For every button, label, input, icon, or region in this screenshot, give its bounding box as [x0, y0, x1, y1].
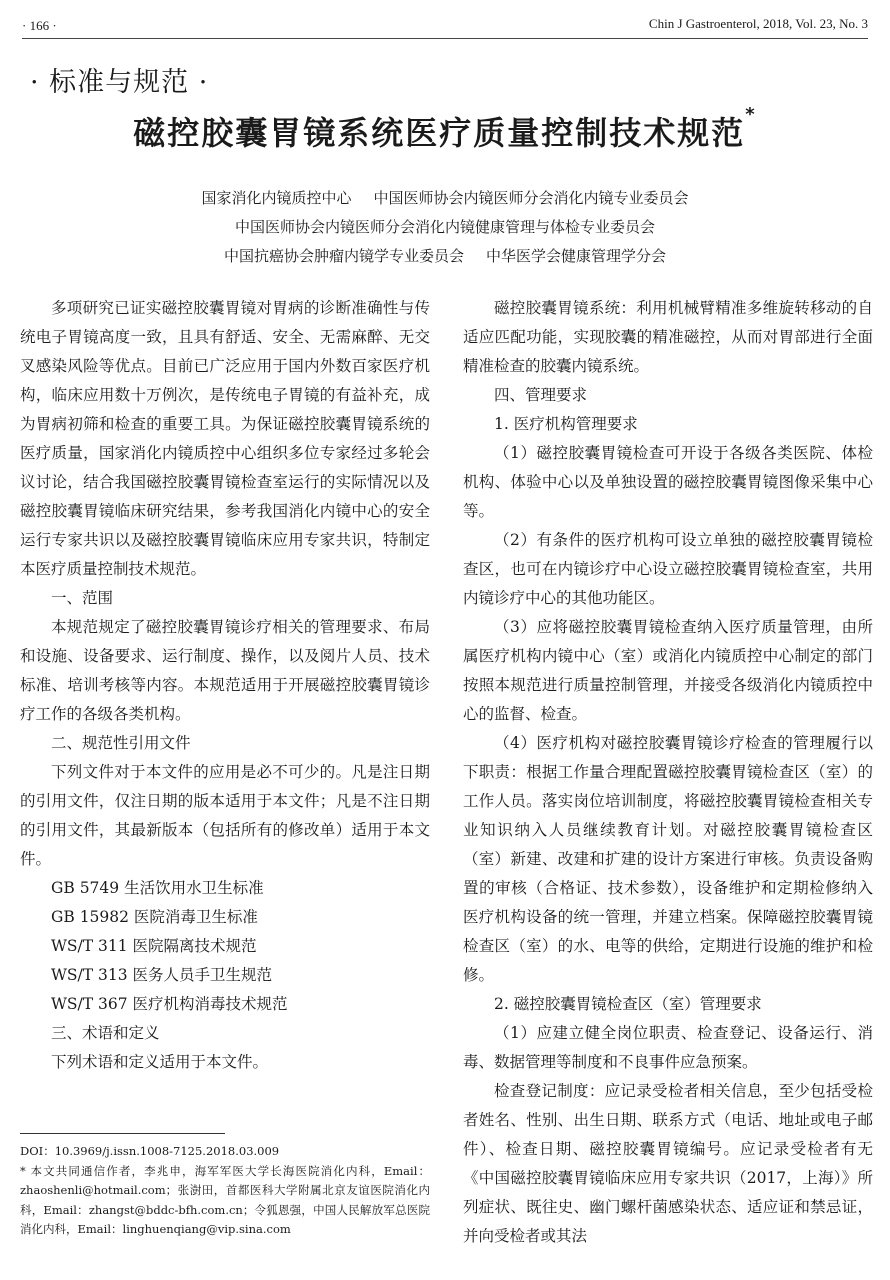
column-label: · 标准与规范 ·: [30, 67, 209, 98]
org-name: 国家消化内镜质控中心: [201, 189, 352, 207]
subsection-heading: 2. 磁控胶囊胃镜检查区（室）管理要求: [494, 995, 762, 1013]
title-text: 磁控胶囊胃镜系统医疗质量控制技术规范: [133, 114, 746, 152]
reference-item: WS/T 313 医务人员手卫生规范: [51, 966, 273, 984]
body-paragraph: 下列文件对于本文件的应用是必不可少的。凡是注日期的引用文件，仅注日期的版本适用于本文件；凡是不注日期的引用文件，其最新版本（包括所有的修改单）适用于本文件。: [20, 763, 430, 868]
title-footnote-mark: *: [745, 104, 757, 125]
left-column: [20, 294, 430, 1077]
footnotes: [20, 1142, 430, 1240]
page-number: · 166 ·: [22, 18, 57, 33]
section-heading: 四、管理要求: [494, 386, 588, 404]
body-paragraph: 下列术语和定义适用于本文件。: [51, 1053, 269, 1071]
author-organizations: [0, 184, 890, 271]
body-paragraph: （3）应将磁控胶囊胃镜检查纳入医疗质量管理，由所属医疗机构内镜中心（室）或消化内镜质控中心制定的部门按照本规范进行质量控制管理，并接受各级消化内镜质控中心的监督、检查。: [463, 618, 873, 723]
org-name: 中国医师协会内镜医师分会消化内镜健康管理与体检专业委员会: [234, 218, 655, 236]
org-line: [0, 184, 890, 213]
body-paragraph: 本规范规定了磁控胶囊胃镜诊疗相关的管理要求、布局和设施、设备要求、运行制度、操作，以及阅片人员、技术标准、培训考核等内容。本规范适用于开展磁控胶囊胃镜诊疗工作的各级各类机构。: [20, 618, 430, 723]
org-name: 中国医师协会内镜医师分会消化内镜专业委员会: [373, 189, 689, 207]
correspondence-note: * 本文共同通信作者，李兆申，海军军医大学长海医院消化内科，Email：zhaoshenli@hotmail.com；张澍田，首都医科大学附属北京友谊医院消化内科，Email：zhangst@bddc-bfh.com.cn；令狐恩强，中国人民解放军总医院消化内科，Email：linghuenqiang@vip.sina.com: [20, 1163, 430, 1236]
section-heading: 三、术语和定义: [51, 1024, 160, 1042]
reference-item: WS/T 311 医院隔离技术规范: [51, 937, 257, 955]
body-paragraph: （4）医疗机构对磁控胶囊胃镜诊疗检查的管理履行以下职责：根据工作量合理配置磁控胶囊胃镜检查区（室）的工作人员。落实岗位培训制度，将磁控胶囊胃镜检查相关专业知识纳入人员继续教育计划。对磁控胶囊胃镜检查区（室）新建、改建和扩建的设计方案进行审核。负责设备购置的审核（合格证、技术参数），设备维护和定期检修纳入医疗机构设备的统一管理，并建立档案。保障磁控胶囊胃镜检查区（室）的水、电等的供给，定期进行设施的维护和检修。: [463, 734, 873, 984]
reference-item: GB 5749 生活饮用水卫生标准: [51, 879, 264, 897]
footnote-rule: [20, 1133, 225, 1134]
org-name: 中国抗癌协会肿瘤内镜学专业委员会: [223, 247, 464, 265]
journal-citation: Chin J Gastroenterol, 2018, Vol. 23, No. 3: [648, 16, 868, 31]
doi-line: DOI：10.3969/j.issn.1008-7125.2018.03.009: [20, 1144, 280, 1158]
section-heading: 一、范围: [51, 589, 114, 607]
right-column: [463, 294, 873, 1251]
body-paragraph: 检查登记制度：应记录受检者相关信息，至少包括受检者姓名、性别、出生日期、联系方式（电话、地址或电子邮件）、检查日期、磁控胶囊胃镜编号。应记录受检者有无《中国磁控胶囊胃镜临床应用专家共识（2017，上海）》所列症状、既往史、幽门螺杆菌感染状态、适应证和禁忌证，并向受检者或其法: [463, 1082, 873, 1245]
header-rule: [22, 38, 868, 39]
reference-item: WS/T 367 医疗机构消毒技术规范: [51, 995, 288, 1013]
body-paragraph: （1）磁控胶囊胃镜检查可开设于各级各类医院、体检机构、体验中心以及单独设置的磁控胶囊胃镜图像采集中心等。: [463, 444, 873, 520]
article-title: [0, 104, 890, 154]
section-heading: 二、规范性引用文件: [51, 734, 191, 752]
body-paragraph: （1）应建立健全岗位职责、检查登记、设备运行、消毒、数据管理等制度和不良事件应急预案。: [463, 1024, 873, 1071]
org-line: [0, 242, 890, 271]
body-paragraph: 磁控胶囊胃镜系统：利用机械臂精准多维旋转移动的自适应匹配功能，实现胶囊的精准磁控，从而对胃部进行全面精准检查的胶囊内镜系统。: [463, 299, 873, 375]
running-header: [22, 14, 868, 36]
body-paragraph: （2）有条件的医疗机构可设立单独的磁控胶囊胃镜检查区，也可在内镜诊疗中心设立磁控胶囊胃镜检查室，共用内镜诊疗中心的其他功能区。: [463, 531, 873, 607]
subsection-heading: 1. 医疗机构管理要求: [494, 415, 638, 433]
intro-paragraph: 多项研究已证实磁控胶囊胃镜对胃病的诊断准确性与传统电子胃镜高度一致，且具有舒适、安全、无需麻醉、无交叉感染风险等优点。目前已广泛应用于国内外数百家医疗机构，临床应用数十万例次，是传统电子胃镜的有益补充，成为胃病初筛和检查的重要工具。为保证磁控胶囊胃镜系统的医疗质量，国家消化内镜质控中心组织多位专家经过多轮会议讨论，结合我国磁控胶囊胃镜检查室运行的实际情况以及磁控胶囊胃镜临床研究结果，参考我国消化内镜中心的安全运行专家共识以及磁控胶囊胃镜临床应用专家共识，特制定本医疗质量控制技术规范。: [20, 299, 430, 578]
org-name: 中华医学会健康管理学分会: [486, 247, 667, 265]
org-line: [0, 213, 890, 242]
reference-item: GB 15982 医院消毒卫生标准: [51, 908, 258, 926]
